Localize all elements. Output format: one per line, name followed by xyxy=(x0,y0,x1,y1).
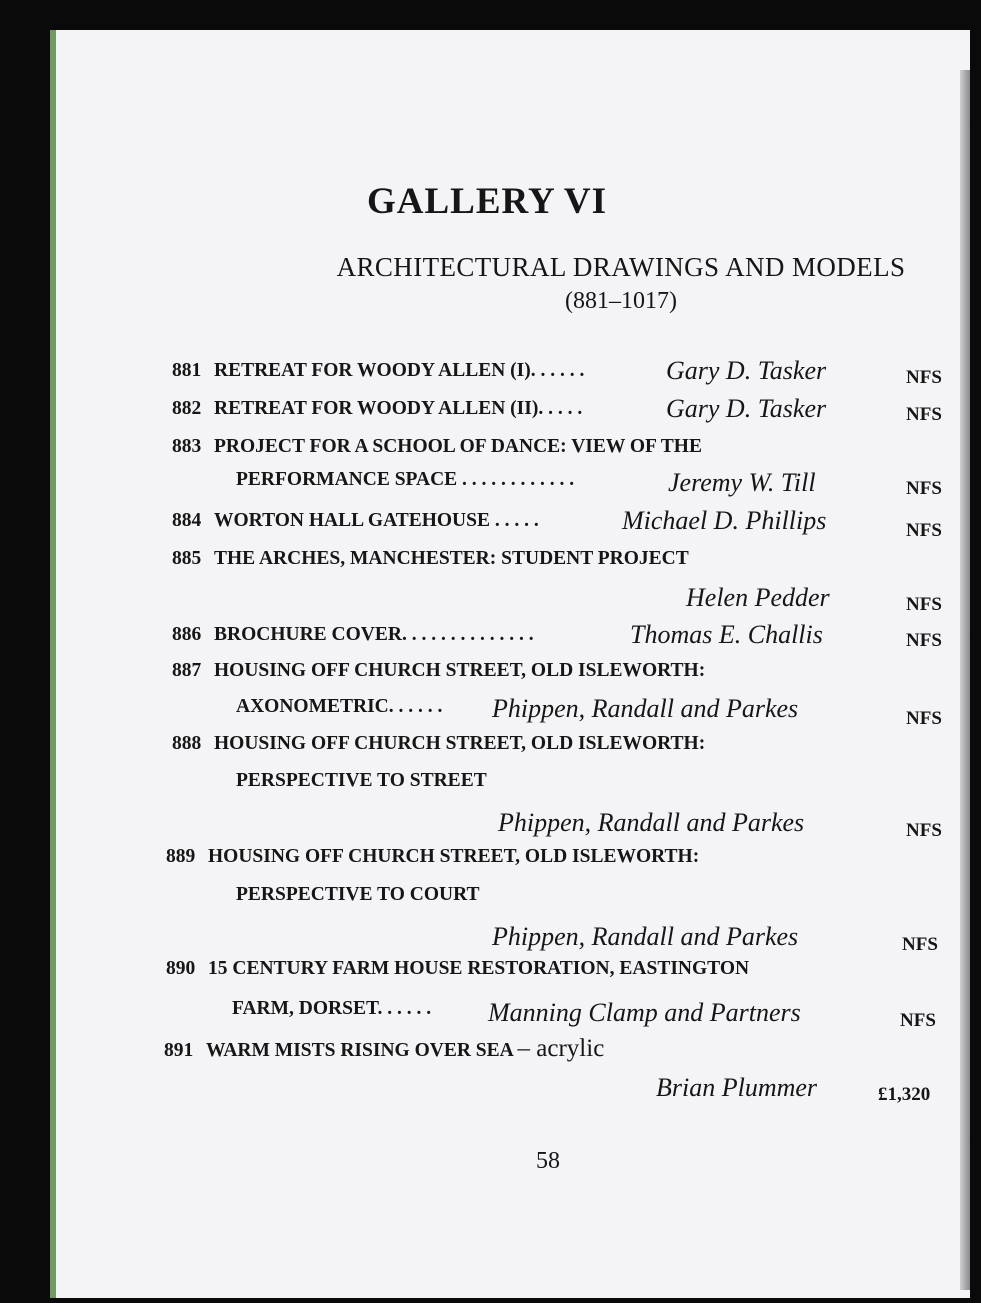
entry-888-title: 888 HOUSING OFF CHURCH STREET, OLD ISLEWORTH: xyxy=(172,733,706,754)
entry-886-artist: Thomas E. Challis xyxy=(630,620,823,649)
entry-886-price: NFS xyxy=(906,630,942,651)
entry-885-title: 885 THE ARCHES, MANCHESTER: STUDENT PROJECT xyxy=(172,548,689,569)
entry-881-title: 881 RETREAT FOR WOODY ALLEN (I). . . . . . xyxy=(172,360,585,381)
entry-883-title-cont: PERFORMANCE SPACE . . . . . . . . . . . . xyxy=(236,469,575,490)
entry-890-title-cont: FARM, DORSET. . . . . . xyxy=(232,998,432,1019)
entry-889-artist: Phippen, Randall and Parkes xyxy=(492,922,799,951)
entry-890-artist: Manning Clamp and Partners xyxy=(488,998,801,1027)
entry-890-title: 890 15 CENTURY FARM HOUSE RESTORATION, EASTINGTON xyxy=(166,958,750,979)
entry-889-title: 889 HOUSING OFF CHURCH STREET, OLD ISLEWORTH: xyxy=(166,846,700,867)
entry-884-artist: Michael D. Phillips xyxy=(622,506,827,535)
entry-882-title: 882 RETREAT FOR WOODY ALLEN (II). . . . . xyxy=(172,398,583,419)
entry-883-title: 883 PROJECT FOR A SCHOOL OF DANCE: VIEW OF THE xyxy=(172,436,702,457)
entry-883-price: NFS xyxy=(906,478,942,499)
entry-881-price: NFS xyxy=(906,367,942,388)
entry-882-price: NFS xyxy=(906,404,942,425)
entry-881-artist: Gary D. Tasker xyxy=(666,356,827,385)
entry-890-price: NFS xyxy=(900,1010,936,1031)
page-number: 58 xyxy=(536,1148,560,1174)
entry-887-price: NFS xyxy=(906,708,942,729)
entry-887-title: 887 HOUSING OFF CHURCH STREET, OLD ISLEWORTH: xyxy=(172,660,706,681)
entry-891-medium: – acrylic xyxy=(517,1035,605,1062)
section-subtitle: ARCHITECTURAL DRAWINGS AND MODELS xyxy=(336,252,906,282)
entry-889-price: NFS xyxy=(902,934,938,955)
entry-884-title: 884 WORTON HALL GATEHOUSE . . . . . xyxy=(172,510,539,531)
entry-891-artist: Brian Plummer xyxy=(656,1073,818,1102)
entry-883-artist: Jeremy W. Till xyxy=(668,468,816,497)
entry-888-artist: Phippen, Randall and Parkes xyxy=(498,808,805,837)
entry-888-price: NFS xyxy=(906,820,942,841)
catalogue-page xyxy=(50,30,970,1298)
entry-885-artist: Helen Pedder xyxy=(686,583,830,612)
entry-886-title: 886 BROCHURE COVER. . . . . . . . . . . . . . xyxy=(172,624,534,645)
entry-891-title: 891 WARM MISTS RISING OVER SEA – acrylic xyxy=(164,1035,605,1062)
entry-885-price: NFS xyxy=(906,594,942,615)
page-title: GALLERY VI xyxy=(366,181,607,222)
entry-888-title-cont: PERSPECTIVE TO STREET xyxy=(236,770,487,791)
catalogue-range: (881–1017) xyxy=(565,288,677,314)
entry-889-title-cont: PERSPECTIVE TO COURT xyxy=(236,884,480,905)
entry-884-price: NFS xyxy=(906,520,942,541)
entry-891-price: £1,320 xyxy=(878,1084,931,1105)
entry-882-artist: Gary D. Tasker xyxy=(666,394,827,423)
entry-887-title-cont: AXONOMETRIC. . . . . . xyxy=(236,696,443,717)
entry-887-artist: Phippen, Randall and Parkes xyxy=(492,694,799,723)
